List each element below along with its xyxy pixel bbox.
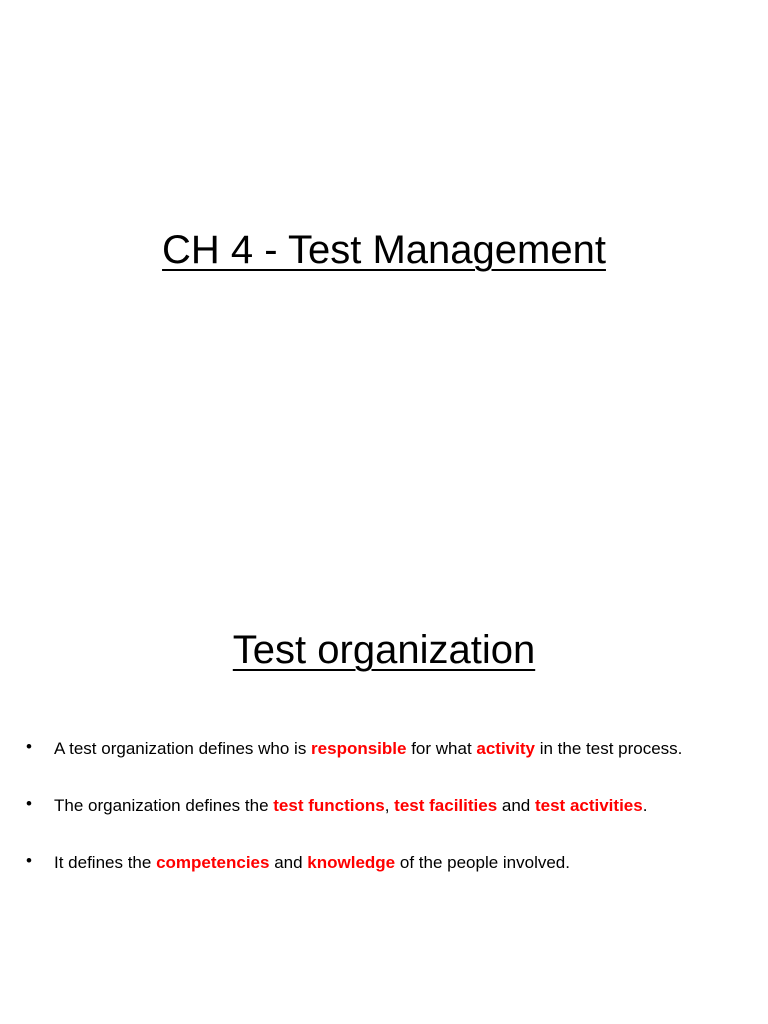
bullet-text: and xyxy=(497,796,535,815)
highlight-term: test facilities xyxy=(394,796,498,815)
bullet-text: of the people involved. xyxy=(395,853,570,872)
highlight-term: activity xyxy=(476,739,535,758)
bullet-text: and xyxy=(269,853,308,872)
bullet-icon: • xyxy=(26,794,32,813)
bullet-item xyxy=(26,736,726,761)
bullet-item xyxy=(26,793,726,818)
bullet-list xyxy=(26,736,726,875)
bullet-text: A test organization defines who is xyxy=(54,739,312,758)
highlight-term: test functions xyxy=(273,796,385,815)
bullet-text: The organization defines the xyxy=(54,796,274,815)
slide-title: CH 4 - Test Management xyxy=(162,228,606,272)
highlight-term: competencies xyxy=(156,853,270,872)
bullet-icon: • xyxy=(26,737,32,756)
highlight-term: test activities xyxy=(534,796,643,815)
slide-2 xyxy=(0,512,768,1024)
bullet-text: in the test process. xyxy=(534,739,683,758)
slide-title: Test organization xyxy=(232,628,536,672)
bullet-icon: • xyxy=(26,851,32,870)
bullet-item xyxy=(26,850,726,875)
bullet-text: , xyxy=(384,796,395,815)
highlight-term: responsible xyxy=(311,739,407,758)
highlight-term: knowledge xyxy=(307,853,396,872)
bullet-text: for what xyxy=(406,739,477,758)
bullet-text: . xyxy=(642,796,648,815)
bullet-text: It defines the xyxy=(54,853,157,872)
